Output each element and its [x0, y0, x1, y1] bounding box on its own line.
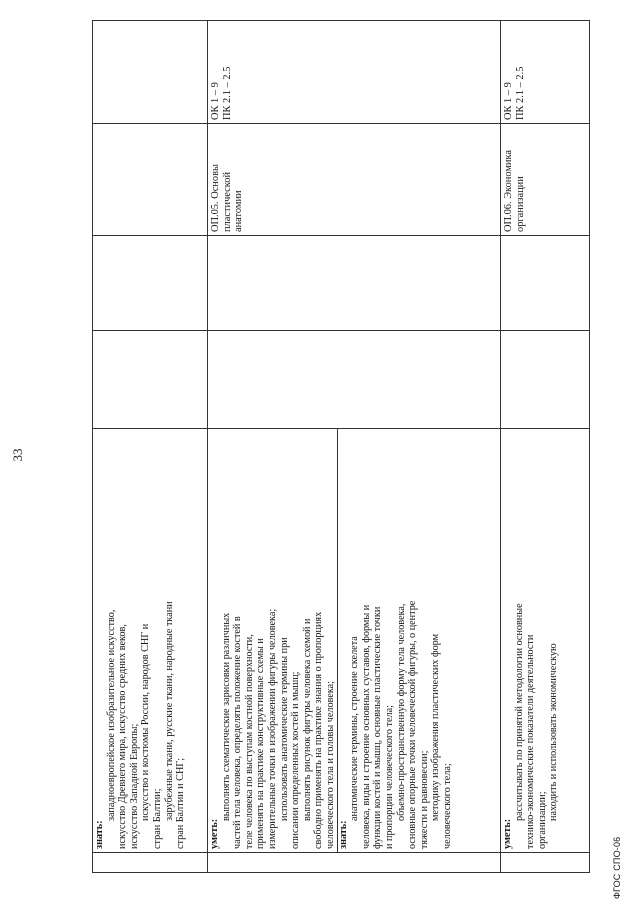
content-line: человека, виды и строение основных суставов, формы и [360, 604, 372, 849]
curriculum-table [92, 20, 590, 873]
hours-cell [93, 236, 208, 331]
competency-cell: ОК 1 – 9 ПК 2.1 – 2.5 [501, 21, 590, 124]
content-line: описании определенных костей и мышц; [290, 671, 302, 849]
content-cell [93, 429, 208, 853]
content-line: человеческого тела и головы человека; [324, 681, 336, 849]
content-line: зарубежные ткани, русские ткани, народные ткани [163, 601, 175, 821]
competency-cell [93, 21, 208, 124]
competency-cell: ОК 1 – 9 ПК 2.1 – 2.5 [208, 21, 501, 124]
discipline-cell: ОП.06. Экономика организации [501, 124, 590, 236]
content-line: искусство Древнего мира, искусство средних веков, [117, 624, 129, 849]
index-cell [501, 853, 590, 873]
content-cell [208, 429, 501, 853]
content-line: использовать анатомические термины при [278, 637, 290, 821]
content-line: измерительные точки в изображении фигуры человека; [266, 608, 278, 849]
content-line: рассчитывать по принятой методологии основные [513, 603, 525, 821]
hours-cell [501, 236, 590, 331]
hours-cell [208, 331, 501, 429]
hours-cell [93, 331, 208, 429]
content-line: основные опорные точки человеческой фигуры, о центре [407, 600, 419, 849]
section-heading: знать: [337, 820, 349, 849]
table-row [501, 21, 590, 873]
content-line: анатомические термины, строение скелета [349, 636, 361, 821]
content-line: технико-экономические показатели деятельности [525, 634, 537, 849]
content-line: тяжести и равновесии; [418, 750, 430, 849]
content-line: выполнять схематические зарисовки различных [220, 612, 232, 821]
discipline-cell: ОП.05. Основы пластической анатомии [208, 124, 501, 236]
table-row [208, 21, 501, 873]
content-line: выполнять рисунок фигуры человека схемой и [301, 618, 313, 821]
content-line: функции костей и мышц, основные пластические точки [372, 606, 384, 849]
content-line: применять на практике конструктивные схемы и [255, 638, 267, 849]
content-line: организации; [536, 791, 548, 849]
discipline-cell [93, 124, 208, 236]
section-heading: уметь: [502, 818, 513, 849]
table-row [93, 21, 208, 873]
content-line: стран Балтии; [151, 788, 163, 849]
page-number: 33 [10, 448, 25, 462]
hours-cell [208, 236, 501, 331]
content-line: объемно-пространственную форму тела человека, [395, 603, 407, 821]
section-heading: знать: [94, 820, 105, 849]
hours-cell [501, 331, 590, 429]
content-line: западноевропейское изобразительное искусство, [105, 609, 117, 821]
content-line: методику изображения пластических форм [430, 633, 442, 821]
index-cell [208, 853, 501, 873]
content-line: человеческого тела; [441, 763, 453, 849]
footer-code: ФГОС СПО-06 [612, 836, 622, 899]
content-line: и пропорции человеческого тела; [383, 705, 395, 849]
content-line: находить и использовать экономическую [548, 643, 560, 821]
content-line: искусство Западной Европы; [128, 723, 140, 849]
content-line: искусство и костюмы России, народов СНГ и [140, 623, 152, 821]
content-line: частей тела человека, определять положение костей в [232, 616, 244, 849]
content-line: теле человека по выступам костной поверхности, [243, 634, 255, 849]
content-line: свободно применять на практике знания о пропорциях [313, 611, 325, 849]
section-heading: уметь: [209, 818, 220, 849]
index-cell [93, 853, 208, 873]
content-line: стран Балтии и СНГ; [175, 757, 187, 849]
content-cell [501, 429, 590, 853]
